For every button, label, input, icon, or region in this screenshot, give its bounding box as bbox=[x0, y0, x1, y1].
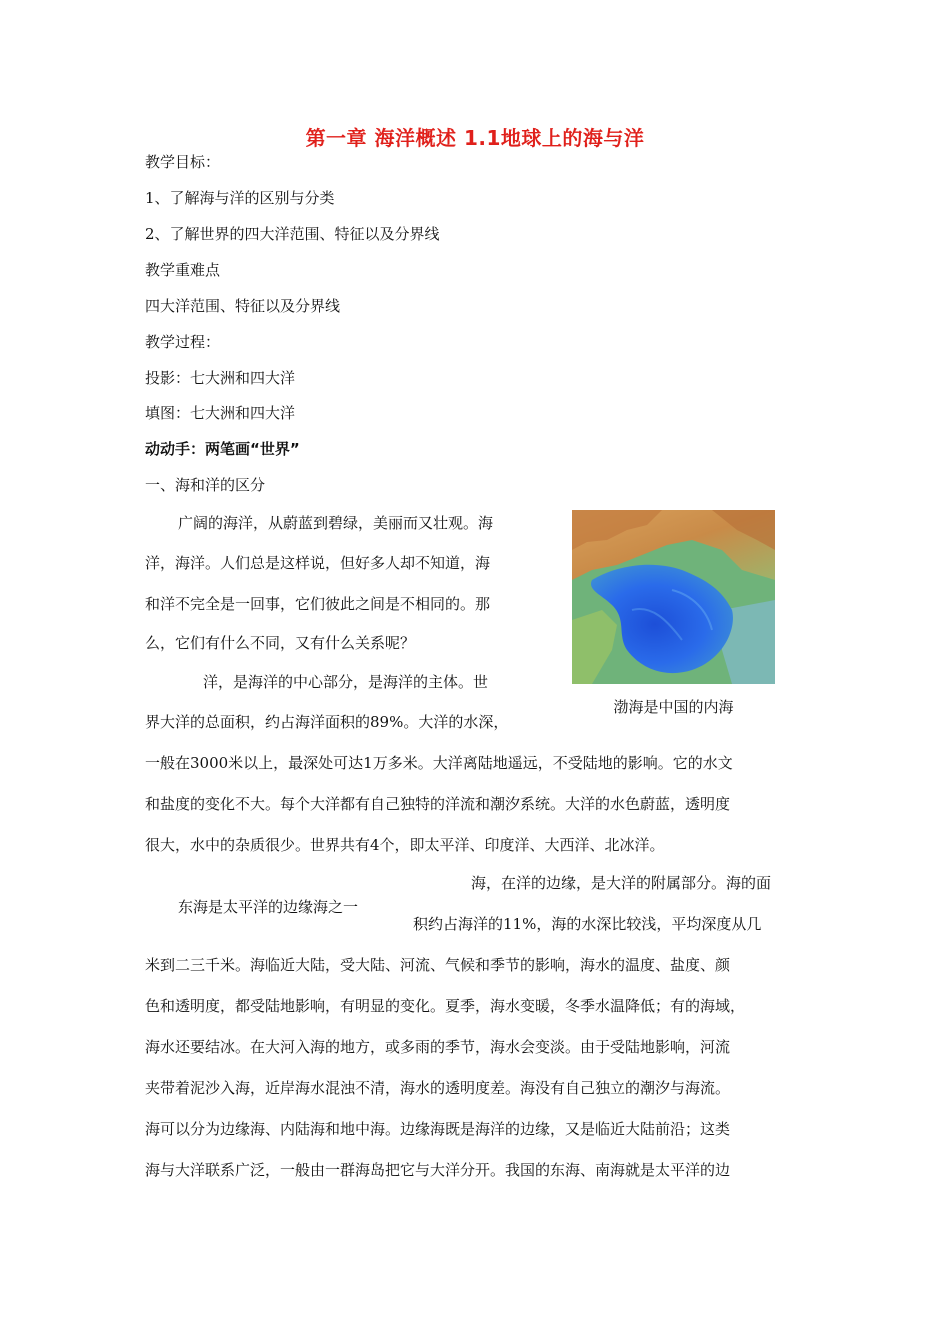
text-line: 教学目标： bbox=[145, 153, 221, 171]
text-line: 教学重难点 bbox=[145, 261, 221, 279]
figure2-caption: 东海是太平洋的边缘海之一 bbox=[178, 898, 359, 916]
paragraph-line: 很大，水中的杂质很少。世界共有4个，即太平洋、印度洋、大西洋、北冰洋。 bbox=[145, 836, 665, 854]
paragraph-line: 海与大洋联系广泛，一般由一群海岛把它与大洋分开。我国的东海、南海就是太平洋的边 bbox=[145, 1161, 731, 1179]
paragraph-line: 海，在洋的边缘，是大洋的附属部分。海的面 bbox=[471, 874, 772, 892]
paragraph-line: 和盐度的变化不大。每个大洋都有自己独特的洋流和潮汐系统。大洋的水色蔚蓝，透明度 bbox=[145, 795, 731, 813]
paragraph-line: 广阔的海洋，从蔚蓝到碧绿，美丽而又壮观。海 bbox=[178, 514, 494, 532]
text-line: 2、了解世界的四大洋范围、特征以及分界线 bbox=[145, 225, 440, 243]
paragraph-line: 么，它们有什么不同，又有什么关系呢？ bbox=[145, 634, 416, 652]
figure-caption: 渤海是中国的内海 bbox=[613, 698, 734, 716]
page-title: 第一章 海洋概述 1.1地球上的海与洋 bbox=[305, 126, 645, 150]
paragraph-line: 米到二三千米。海临近大陆，受大陆、河流、气候和季节的影响，海水的温度、盐度、颜 bbox=[145, 956, 731, 974]
section-heading: 一、海和洋的区分 bbox=[145, 476, 266, 494]
text-line: 四大洋范围、特征以及分界线 bbox=[145, 297, 341, 315]
bohai-sea-map-image bbox=[572, 510, 775, 684]
activity-heading: 动动手：两笔画“世界” bbox=[145, 440, 300, 458]
paragraph-line: 海可以分为边缘海、内陆海和地中海。边缘海既是海洋的边缘，又是临近大陆前沿；这类 bbox=[145, 1120, 731, 1138]
paragraph-line: 和洋不完全是一回事，它们彼此之间是不相同的。那 bbox=[145, 595, 491, 613]
text-line: 教学过程： bbox=[145, 333, 221, 351]
paragraph-line: 积约占海洋的11%，海的水深比较浅，平均深度从几 bbox=[413, 915, 762, 933]
paragraph-line: 洋，海洋。人们总是这样说，但好多人却不知道，海 bbox=[145, 554, 491, 572]
paragraph-line: 海水还要结冰。在大河入海的地方，或多雨的季节，海水会变淡。由于受陆地影响，河流 bbox=[145, 1038, 731, 1056]
paragraph-line: 色和透明度，都受陆地影响，有明显的变化。夏季，海水变暖，冬季水温降低；有的海域， bbox=[145, 997, 746, 1015]
text-line: 1、了解海与洋的区别与分类 bbox=[145, 189, 335, 207]
text-line: 投影：七大洲和四大洋 bbox=[145, 369, 296, 387]
paragraph-line: 一般在3000米以上，最深处可达1万多米。大洋离陆地遥远，不受陆地的影响。它的水文 bbox=[145, 754, 733, 772]
text-line: 填图：七大洲和四大洋 bbox=[145, 404, 296, 422]
paragraph-line: 洋，是海洋的中心部分，是海洋的主体。世 bbox=[203, 673, 489, 691]
paragraph-line: 夹带着泥沙入海，近岸海水混浊不清，海水的透明度差。海没有自己独立的潮汐与海流。 bbox=[145, 1079, 731, 1097]
paragraph-line: 界大洋的总面积，约占海洋面积的89%。大洋的水深， bbox=[145, 713, 509, 731]
